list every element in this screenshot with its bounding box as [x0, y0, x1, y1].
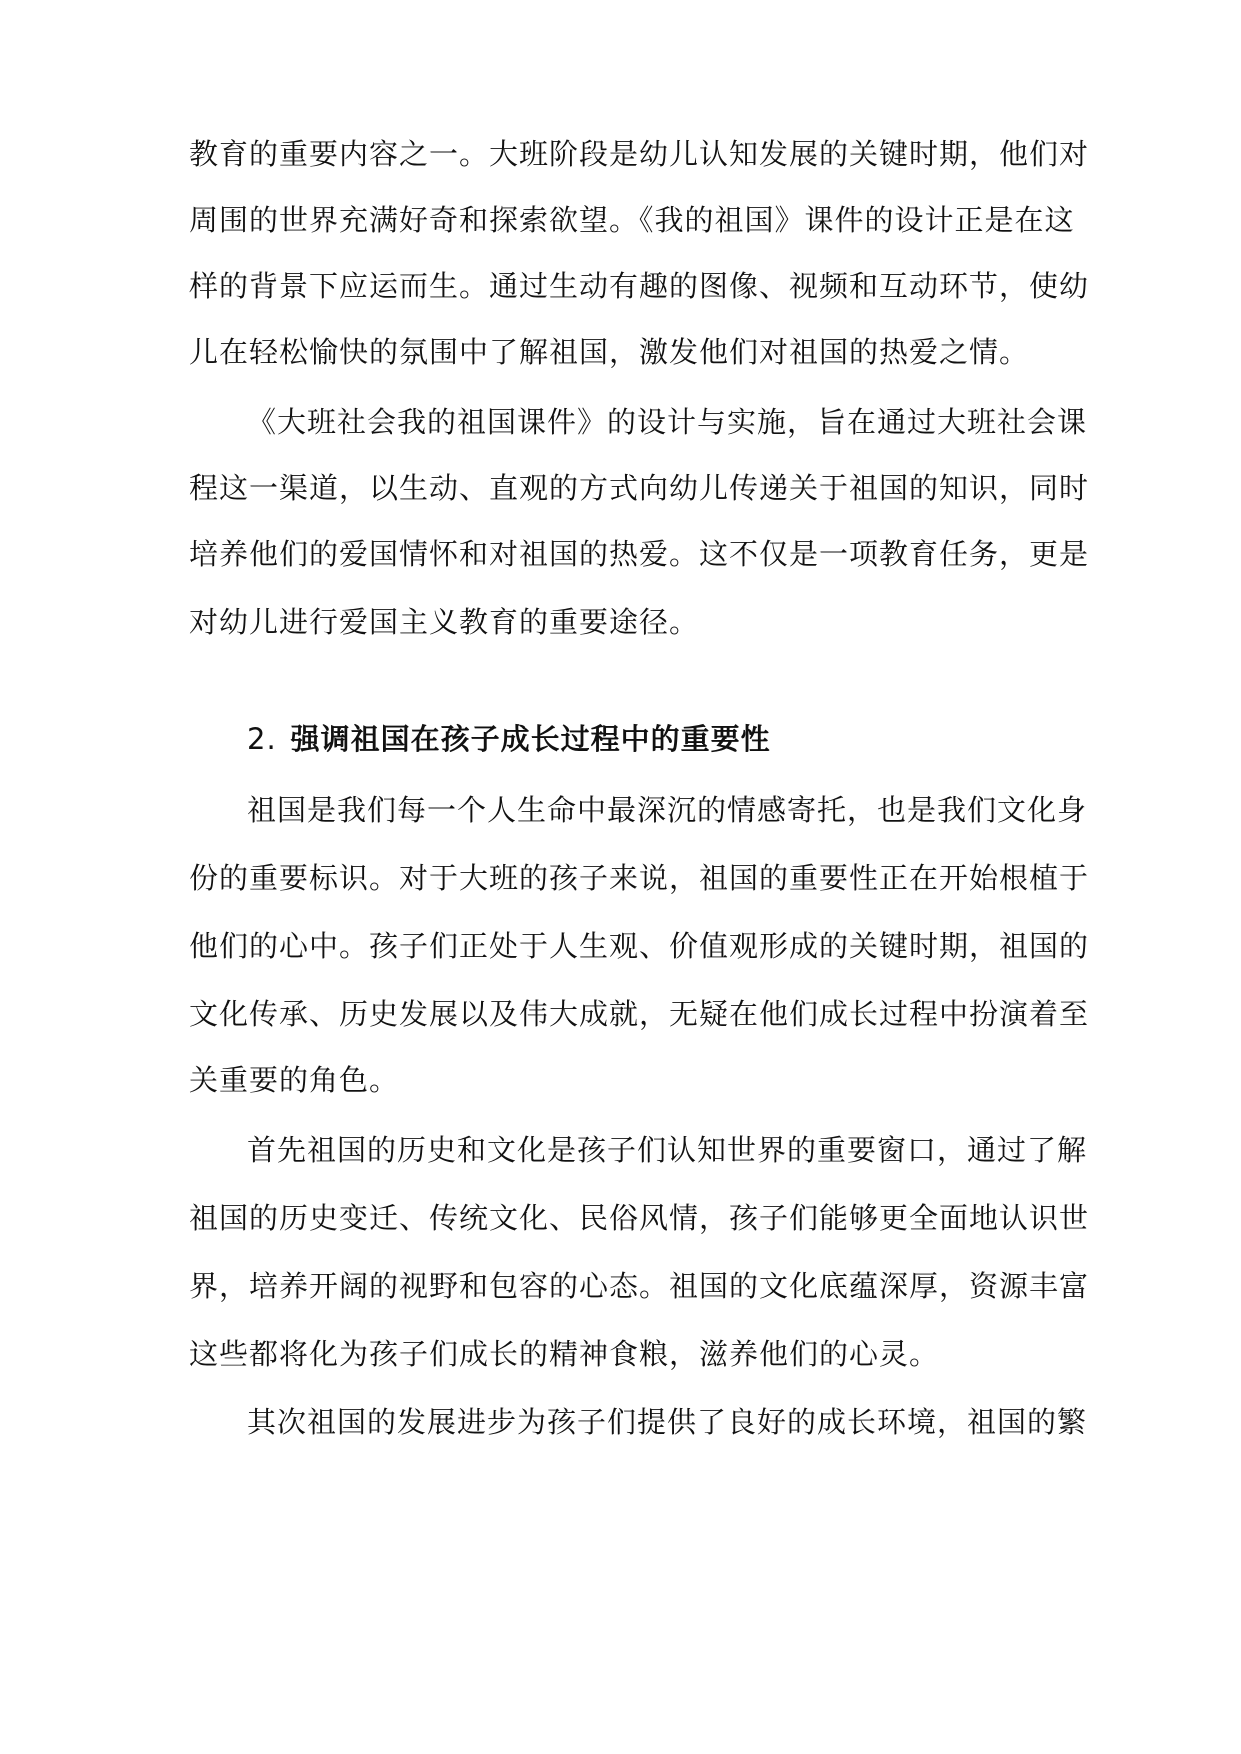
paragraph-line: 样的背景下应运而生。通过生动有趣的图像、视频和互动环节，使幼	[189, 269, 1090, 303]
paragraph-line: 对幼儿进行爱国主义教育的重要途径。	[189, 605, 700, 639]
paragraph-line: 文化传承、历史发展以及伟大成就，无疑在他们成长过程中扮演着至	[189, 997, 1090, 1031]
paragraph-line: 界，培养开阔的视野和包容的心态。祖国的文化底蕴深厚，资源丰富	[189, 1269, 1090, 1303]
paragraph-line: 培养他们的爱国情怀和对祖国的热爱。这不仅是一项教育任务，更是	[189, 537, 1090, 571]
paragraph-line: 儿在轻松愉快的氛围中了解祖国，激发他们对祖国的热爱之情。	[189, 335, 1030, 369]
paragraph-line: 他们的心中。孩子们正处于人生观、价值观形成的关键时期，祖国的	[189, 929, 1090, 963]
paragraph-line: 祖国的历史变迁、传统文化、民俗风情，孩子们能够更全面地认识世	[189, 1201, 1090, 1235]
section-heading	[247, 713, 771, 765]
paragraph-line: 《大班社会我的祖国课件》的设计与实施，旨在通过大班社会课	[247, 405, 1088, 439]
section-number: 2.	[247, 722, 277, 756]
paragraph-line: 教育的重要内容之一。大班阶段是幼儿认知发展的关键时期，他们对	[189, 137, 1090, 171]
paragraph-line: 首先祖国的历史和文化是孩子们认知世界的重要窗口，通过了解	[247, 1133, 1088, 1167]
paragraph-line: 份的重要标识。对于大班的孩子来说，祖国的重要性正在开始根植于	[189, 861, 1090, 895]
section-title: 强调祖国在孩子成长过程中的重要性	[290, 722, 771, 756]
paragraph-line: 这些都将化为孩子们成长的精神食粮，滋养他们的心灵。	[189, 1337, 940, 1371]
paragraph-line: 程这一渠道，以生动、直观的方式向幼儿传递关于祖国的知识，同时	[189, 471, 1090, 505]
paragraph-line: 关重要的角色。	[189, 1063, 400, 1097]
paragraph-line: 祖国是我们每一个人生命中最深沉的情感寄托，也是我们文化身	[247, 793, 1088, 827]
paragraph-line: 其次祖国的发展进步为孩子们提供了良好的成长环境，祖国的繁	[247, 1405, 1088, 1439]
paragraph-line: 周围的世界充满好奇和探索欲望。《我的祖国》课件的设计正是在这	[189, 203, 1075, 237]
